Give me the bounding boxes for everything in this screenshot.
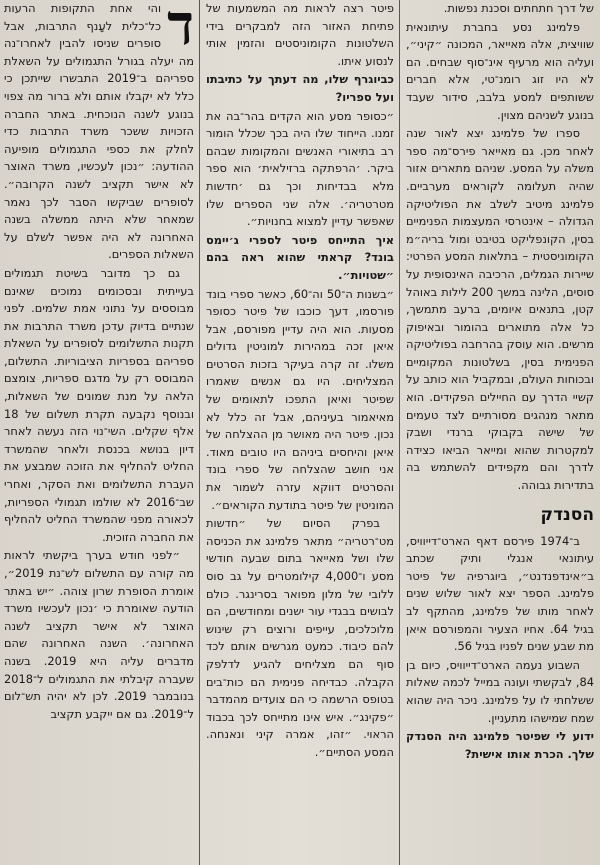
paragraph: פלמינג נסע בחברת עיתונאית שוויצית, אלה מאייאר, המכונה ״קיני״, ועליה הוא מרעיף אינ־סוף שבחים. הם לא היו זוג רומנ־טי, אלא חברים ששותפים למסע בלבב, סידור שעבד בנוגע לשניהם מצוין. — [406, 19, 594, 122]
column-right — [406, 0, 594, 865]
paragraph: בפרק הסיום של ״חדשות מט־רטריה״ מתאר פלמינג את הכניסה שלו ושל מאייאר בתום שבעה חודשי מסע ו־4,000 קילומטרים על גב סוס ללובי של מלון מפואר בסרינגר. כולם לבושים בבגדי עור ישנים ומחודשים, הם מלוכלכים, עייפים ורוצים רק שינוש להם כיבוד. כמעט מגרשים אותם לכד סוף הם מצליחים להגיע לדלפק הקבלה. כבדיחה פנימית הם כות־בים בטופס הרשמה כי הם צועדים מהמדבר ״פקינג״. איש אינו מתייחס לכך בכבוד הראוי. ״זהו, אמרה קיני ונאנחה. המסע הסתיים״. — [206, 516, 394, 759]
column-left — [4, 0, 194, 865]
subheading: הסנדק — [540, 504, 594, 525]
paragraph-text: והי אחת התקופות הרעות כל־כלית לעָנף התרבות, אבל סופרים שניסו להבין לאחרו־נה מה יעלה בגורל התגמולים על השאלת ספריהם ב־2019 התבשרו שייתכן כי כלל לא יקבלו אותם ולא ברור מה צפוי בנוגע לשנה הנוכחית. באתר החברה הזכויות ששכר משרד התרבות כדי לחלק את כספי התגמולים מופיעה ההודעה: ״נכון לעכשיו, משרד האוצר לא אישר תקציב לשנה הקרובה״. לסופרים שביקשו הסבר לכך נאמר שמאחר שלא היתה ממשלה בשנה האחרונה לא היה אפשר לשלם על השאלות הספרים. — [4, 1, 194, 262]
paragraph: ״לפני חודש בערך ביקשתי לראות מה קורה עם התשלום לש־נת 2019״, אומרת הסופרת שרון צוהה. ״יש באתר הודעה שאומרת כי ׳נכון לעכשיו משרד האוצר לא אישר תקציב לשנה האחרונה׳. השנה האחרונה שהם מדברים עליה היא 2019. בשנה שעברה קיבלתי את התגמולים ל־2018 בנובמבר 2019. לכן לא יהיה תש־לום ל־2019. גם אם ייקבע תקציב — [4, 548, 194, 721]
paragraph: ״בשנות ה־50 וה־60, כאשר ספרי בונד פורסמו, דעך כוכבו של פיטר כסופר מסעות. הוא היה עדיין מפורסם, אבל איאן זכה במהירות למוניטין גדולים משלו. זה קרה בעיקר בזכות הסרטים המצליחים. היו גם אנשים שאמרו שפיטר ואיאן התפכו לתאומים של מאיאמור בעיניהם, אבל זה כלל לא נכון. פיטר היה מאושר מן ההצלחה של איאן והיחסים ביניהם היו טובים מאוד. אני חושב שהצלחה של ספרי בונד והסרטים דווקא עזרה לשמור את המוניטין של פיטר בתודעת הקוראים״. — [206, 286, 394, 512]
paragraph: ״כסופר מסע הוא הקדים בהר־בה את זמנו. הייחוד שלו היה בכך שכלל הומור רב בתיאורי האנשים והמקומות שבהם ביקר. ׳הרפתקה ברזילאית׳ הוא ספר מלא בבדיחות וכך גם ׳חדשות מטרטריה׳. אלה שני הספרים שלו שאפשר עדיין למצוא בחנויות״. — [206, 108, 394, 229]
interview-question: ידוע לי שפיטר פלמינג היה הסנדק שלך. הכרת אותו אישית? — [406, 729, 594, 761]
paragraph: גם כך מדובר בשיטת תגמולים בעייתית ובסכומים נמוכים שאינם מבוססים על נתוני אמת שלמים. לפני שנתיים בדיוק עדכן משרד התרבות את תקנות התשלומים לסופרים על השאלת ספריהם בספריות הציבוריות. התשלום, המבוסס רק על מדגם ספריות, צומצם הלאה על מנת שמונים של השאלות, ובנוסף נקבעה תקרת תשלום של 18 אלף שקלים. השי־נוי הזה נעשה לאחר דיון בנושא בכנסת ולאחר שהמשרד החליט להחליף את הזוכה שמבצע את העברת התשלומים ואת הסקר, ואחרי שב־2016 לא שולמו תגמולי הספריות, לכאורה מפני שהמשרד החליט להחליף את החברה הזוכית. — [4, 265, 194, 544]
column-middle — [206, 0, 394, 865]
paragraph: השבוע נעמה הארט־דייוויס, כיום בן 84, לבקשתי ועונה במייל לכמה שאלות ששלחתי לו על פלמינג. ניכר היה שהוא שמח שמישהו מתעניין. — [406, 657, 594, 725]
column-divider — [399, 0, 400, 865]
paragraph: ב־1974 פירסם דאף הארט־דייוויס, עיתונאי אנגלי ותיק שכתב ב״אינדפנדנט״, ביוגרפיה של פיטר פלמינג. הספר יצא לאור שלוש שנים לאחר מותו של פלמינג, מהתקף לב בגיל 64. אחיו הצעיר והמפורסם איאן מת שבע שנים לפניו בגיל 56. — [406, 533, 594, 654]
drop-cap: ד — [167, 0, 194, 58]
paragraph: פיטר רצה לראות מה המשמעות של פתיחת האזור הזה למבקרים בידי השלטונות הקומוניסטים והזמין אותי לנסוע איתו. — [206, 1, 394, 68]
paragraph: ספרו של פלמינג יצא לאור שנה לאחר מכן. גם מאייאר פירס־מה ספר משלה על המסע. שניהם מתארים אזור שהיה תעלומה לקוראים מערביים. פלמינג מיטיב לשלב את הפוליטיקה הגדולה – אינטרסי המעצמות הפנימיים בסין, הקונפליקט בטיבט ומול בריה״מ הקומוניסטית – בתלאות המסע הפרטי: שיירות הגמלים, הרכיבה האינסופית על סוסים, הלינה במשך 200 לילות באוהל קטן, בתנאים איומים, ברעב מתמשך, כל אלה מתוארים בהומור ובאיפוק מרשים. הוא עוסק בהרחבה בפוליטיקה הפנימית בסין, בשלטונות המקומיים ובכוחות העולם, ובמקביל הוא כותב על קשיי הדרך עם החיילים הפקידים. הוא מתאר מנהגים מסורתיים לצד טעמים של שישה בקבוקי ברנדי ושבק למקטרות שהוא ומייאר הביאו כצידה לדרך והם מקפידים להשתמש בה בתדירות גבוהה. — [406, 126, 594, 493]
paragraph: של דרך חתחתים וסכנת נפשות. — [443, 1, 594, 15]
interview-question: איך התייחס פיטר לספרי ג׳יימס בונד? קראתי שהוא ראה בהם ״שטויות״. — [206, 232, 394, 282]
interview-question: כביוגרף שלו, מה דעתך על כתיבתו ועל ספריו? — [206, 72, 394, 104]
paragraph — [4, 0, 194, 264]
column-divider — [199, 0, 200, 865]
